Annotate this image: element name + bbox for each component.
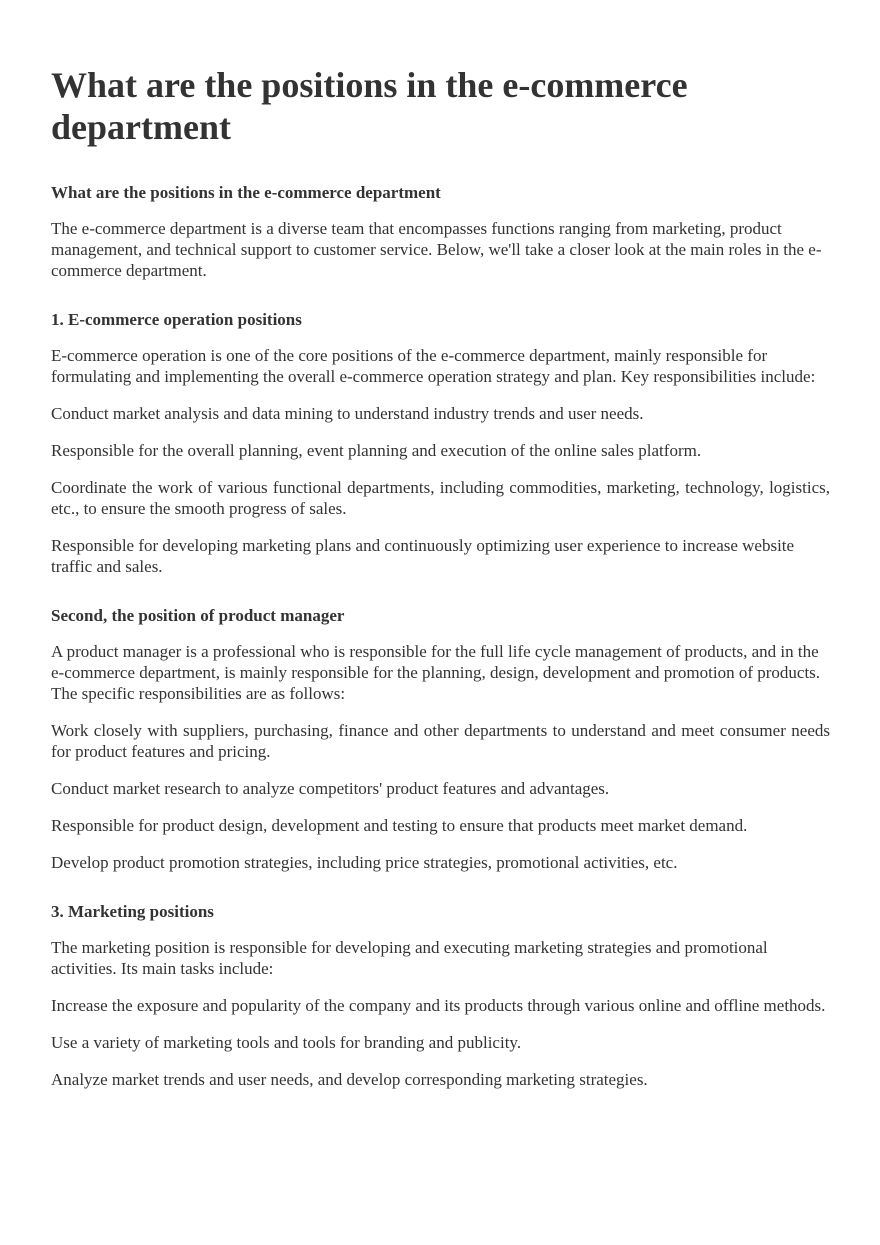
section-ecommerce-operation (51, 309, 830, 577)
responsibility-item: Develop product promotion strategies, including price strategies, promotional activities, etc. (51, 853, 678, 872)
section-intro: E-commerce operation is one of the core positions of the e-commerce department, mainly responsible for formulating and implementing the overall e-commerce operation strategy and plan. Key responsibilities include: (51, 346, 816, 386)
section-marketing (51, 901, 830, 1090)
responsibility-item: Work closely with suppliers, purchasing, finance and other departments to understand and meet consumer needs for product features and pricing. (51, 721, 830, 761)
responsibility-item: Conduct market research to analyze competitors' product features and advantages. (51, 779, 610, 798)
section-intro: A product manager is a professional who is responsible for the full life cycle management of products, and in the e-commerce department, is mainly responsible for the planning, design, development and promotion of products. The specific responsibilities are as follows: (51, 642, 821, 703)
document-page (51, 64, 830, 1106)
section-intro: The marketing position is responsible for developing and executing marketing strategies and promotional activities. Its main tasks include: (51, 938, 768, 978)
responsibility-item: Responsible for developing marketing plans and continuously optimizing user experience to increase website traffic and sales. (51, 536, 795, 576)
responsibility-item: Responsible for the overall planning, event planning and execution of the online sales platform. (51, 441, 702, 460)
responsibility-item: Analyze market trends and user needs, and develop corresponding marketing strategies. (51, 1070, 648, 1089)
intro-section (51, 182, 830, 281)
responsibility-item: Increase the exposure and popularity of the company and its products through various online and offline methods. (51, 996, 826, 1015)
section-heading: 3. Marketing positions (51, 902, 214, 921)
intro-heading: What are the positions in the e-commerce department (51, 183, 441, 202)
section-product-manager (51, 605, 830, 873)
section-heading: 1. E-commerce operation positions (51, 310, 302, 329)
responsibility-item: Responsible for product design, development and testing to ensure that products meet market demand. (51, 816, 748, 835)
intro-paragraph: The e-commerce department is a diverse team that encompasses functions ranging from marketing, product management, and technical support to customer service. Below, we'll take a closer look at the main roles in the e-commerce department. (51, 219, 822, 280)
section-heading: Second, the position of product manager (51, 606, 345, 625)
responsibility-item: Conduct market analysis and data mining to understand industry trends and user needs. (51, 404, 644, 423)
page-title: What are the positions in the e-commerce department (51, 65, 688, 147)
responsibility-item: Coordinate the work of various functional departments, including commodities, marketing, technology, logistics, etc., to ensure the smooth progress of sales. (51, 478, 830, 518)
responsibility-item: Use a variety of marketing tools and tools for branding and publicity. (51, 1033, 522, 1052)
